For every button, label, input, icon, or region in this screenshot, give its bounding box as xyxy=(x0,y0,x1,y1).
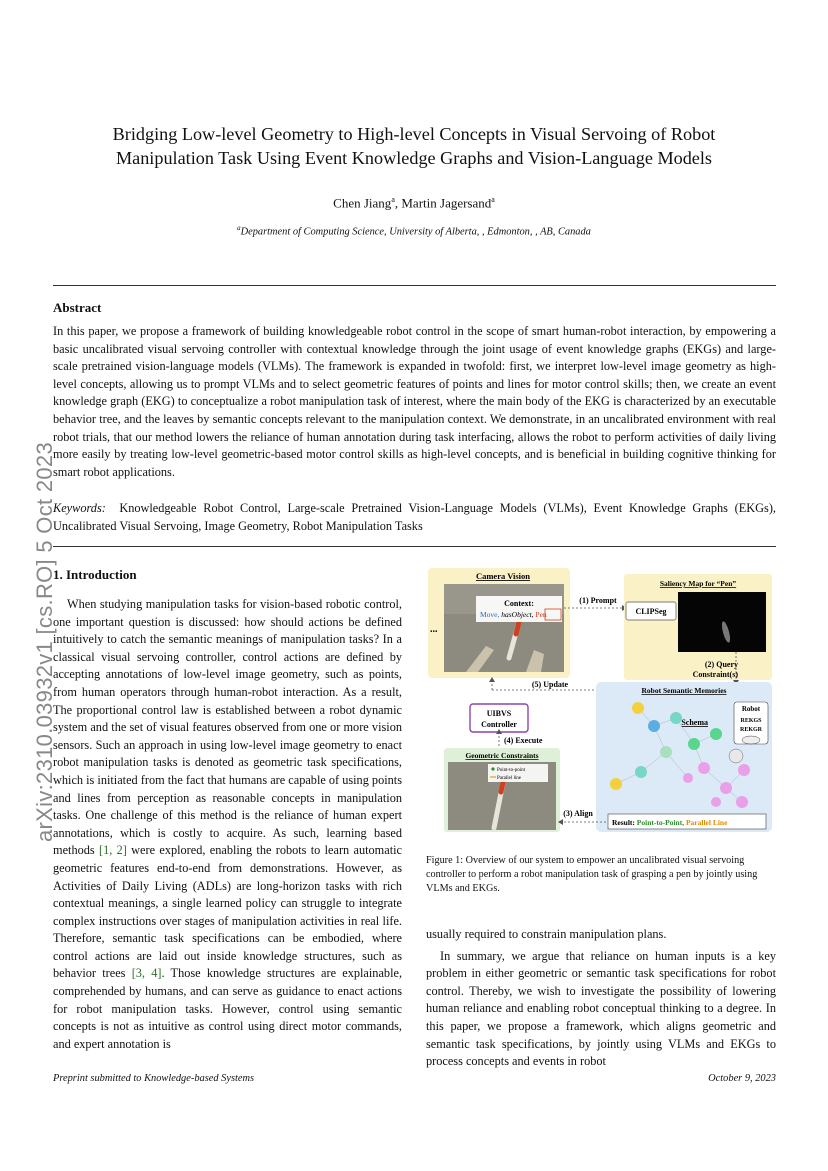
citation-link[interactable]: [1, 2] xyxy=(98,843,127,858)
uibvs-label-1: UIBVS xyxy=(486,709,512,718)
result-text: Result: Point-to-Point, Parallel Line xyxy=(612,818,728,827)
memory-title: Robot Semantic Memories xyxy=(641,686,727,695)
right-paragraph-1: usually required to constrain manipulation plans. xyxy=(426,927,667,941)
geometric-constraints-title: Geometric Constraints xyxy=(465,751,539,760)
schema-label: Schema xyxy=(681,718,708,727)
title-line-1: Bridging Low-level Geometry to High-level Concepts in Visual Servoing of Robot xyxy=(112,124,716,144)
arxiv-identifier: arXiv:2310.03932v1 [cs.RO] 5 Oct 2023 xyxy=(32,442,57,842)
intro-left-column xyxy=(53,596,402,1053)
legend-point-to-point: Point-to-point xyxy=(497,768,526,773)
query-label-1: (2) Query xyxy=(704,660,738,669)
author-2-mark: a xyxy=(491,195,495,204)
top-rule xyxy=(53,285,776,286)
uibvs-label-2: Controller xyxy=(481,720,517,729)
section-heading: 1. Introduction xyxy=(53,567,137,582)
execute-label: (4) Execute xyxy=(504,736,543,745)
author-2: Martin Jagersand xyxy=(401,195,492,211)
keywords-label: Keywords: xyxy=(53,501,106,515)
intro-text-c: . Those knowledge structures are explainable, comprehended by humans, and can serve as guidance to enact actions for robot manipulation tasks. However, control using semantic concepts is not as intuitive as control using direct motor commands, and expert annotation is xyxy=(53,966,403,1051)
abstract-heading: Abstract xyxy=(53,300,102,315)
query-label-2: Constraint(s) xyxy=(692,670,738,679)
intro-text-a: When studying manipulation tasks for vision-based robotic control, one important question is discussed: how should actions be defined intuitively to catch the semantic meanings of manipulation tasks? In a classical visual servoing controller, control actions are defined by accepting annotations of low-level image geometry, such as points, from human operators through human-robot interaction. As a result, The proportional control law is established between a robot dynamic system and the set of visual features observed from one or more vision sensors. Such an approach in using low-level image geometry to enact robot manipulation tasks is denoted as geometric task specifications, which is initiated from the fact that humans are capable of using points and lines from perception as reasonable concepts in manipulation tasks. One challenge of this method is the reliance of human expert annotations, which is costly to acquire. As such, learning based methods xyxy=(53,597,402,858)
figure-1 xyxy=(426,566,776,836)
abstract-text: In this paper, we propose a framework of building knowledgeable robot control in the scope of smart human-robot interaction, by empowering a basic uncalibrated visual servoing controller with contextual knowledge through the joint usage of event knowledge graphs (EKGs) and large-scale pretrained vision-language models (VLMs). The framework is expanded in twofold: first, we interpret low-level image geometry as high-level concepts, allowing us to prompt VLMs and to select geometric features of points and lines for motor control skills; then, we create an event knowledge graph (EKG) to conceptualize a robot manipulation task of interest, where the main body of the EKG is characterized by an executable behavior tree, and the leaves by semantic concepts relevant to the manipulation context. We demonstrate, in an uncalibrated environment with real robot trials, that our method lowers the reliance of human annotation during task interfacing, allows the robot to perform activities of daily living more easily by treating low-level geometric-based motor control skills as high-level concepts, and is beneficial in building cognitive thinking for smart robot applications. xyxy=(53,324,776,479)
footer-left: Preprint submitted to Knowledge-based Systems xyxy=(53,1073,255,1084)
keywords-text: Knowledgeable Robot Control, Large-scale Pretrained Vision-Language Models (VLMs), Event Knowledge Graphs (EKGs), Uncalibrated Visual Servoing, Image Geometry, Robot Manipulation Tasks xyxy=(53,501,776,533)
update-label: (5) Update xyxy=(531,680,569,689)
intro-paragraph xyxy=(53,596,402,1053)
title-line-2: Manipulation Task Using Event Knowledge Graphs and Vision-Language Models xyxy=(115,148,713,168)
saliency-map xyxy=(678,592,766,652)
clipseg-label: CLIPSeg xyxy=(635,607,667,616)
prompt-label: (1) Prompt xyxy=(579,596,617,605)
camera-vision-title: Camera Vision xyxy=(475,571,531,581)
robot-label: Robot xyxy=(741,705,761,713)
author-1: Chen Jiang xyxy=(333,195,392,211)
legend-parallel-line: Parallel line xyxy=(497,776,522,781)
author-1-mark: a xyxy=(391,195,395,204)
figure-caption: Figure 1: Overview of our system to empower an uncalibrated visual servoing controller to perform a robot manipulation task of grasping a pen by jointly using VLMs and EKGs. xyxy=(426,855,758,894)
intro-text-b: were explored, enabling the robots to learn automatic geometric features end-to-end from demonstrations. However, as Activities of Daily Living (ADLs) are long-horizon tasks with rich contextual meanings, a single learned policy can struggle to integrate complex instructions over stages of manipulation activities in real life. Therefore, semantic task specifications can be embodied, where control actions are laid out inside knowledge structures, such as behavior trees xyxy=(53,843,402,981)
right-paragraph-2: In summary, we argue that reliance on human inputs is a key problem in either geometric or semantic task specifications for robot control. Thereby, we wish to investigate the possibility of lowering human reliance and enabling robot conceptual thinking to a degree. In this paper, we propose a framework, which aligns geometric and semantic task specifications, by jointly using VLMs and EKGs to process concepts and events in robot xyxy=(426,948,776,1069)
ellipsis-label: ... xyxy=(430,624,438,635)
affiliation xyxy=(60,224,768,237)
affiliation-mark: a xyxy=(237,224,241,232)
keywords-rule xyxy=(53,546,776,547)
citation-link[interactable]: [3, 4] xyxy=(131,966,162,981)
paper-title xyxy=(60,122,768,170)
context-values: Move, hasObject, Pen xyxy=(480,610,547,619)
rekgr-label: REKGR xyxy=(739,727,763,733)
affiliation-text: Department of Computing Science, University of Alberta, , Edmonton, , AB, Canada xyxy=(240,226,591,238)
arxiv-sidebar xyxy=(14,372,57,842)
align-label: (3) Align xyxy=(563,809,593,818)
intro-right-column xyxy=(426,926,776,1071)
footer-right: October 9, 2023 xyxy=(708,1073,776,1084)
context-label: Context: xyxy=(504,599,534,608)
keywords xyxy=(53,500,776,535)
saliency-title: Saliency Map for “Pen” xyxy=(659,579,737,588)
rekgs-label: REKGS xyxy=(740,718,762,724)
author-list: Chen Jiang$^a$, Martin Jagersand$^a$ xyxy=(333,195,495,211)
